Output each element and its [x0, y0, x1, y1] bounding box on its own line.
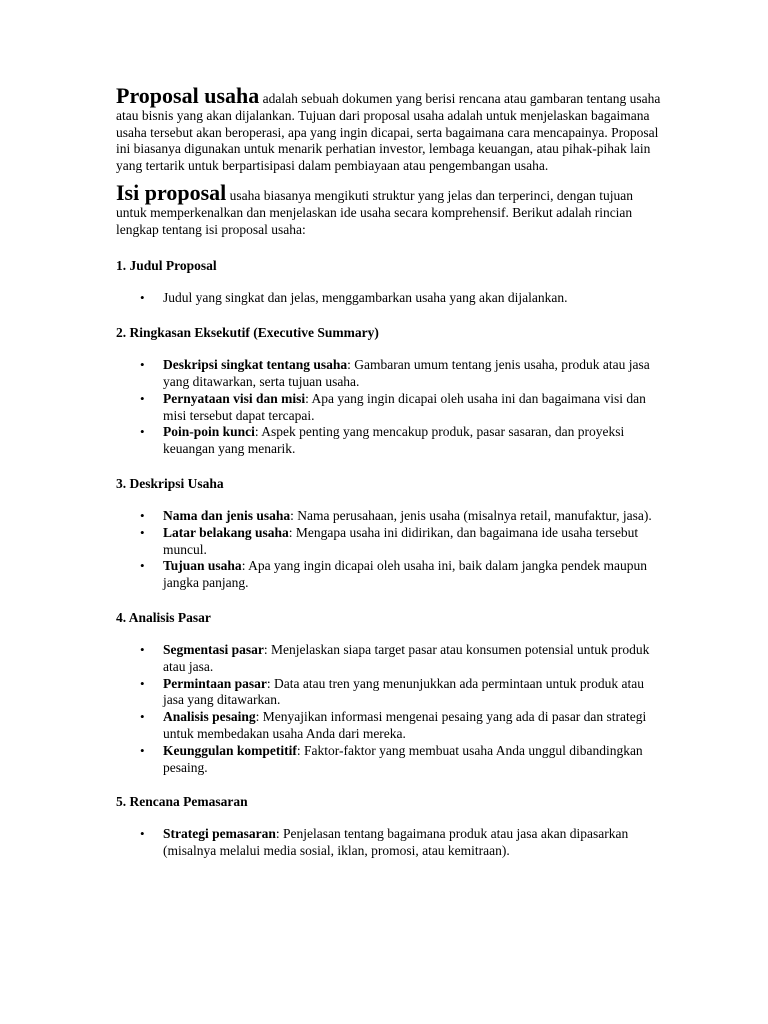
item-text: : Menjelaskan siapa target pasar atau konsumen potensial untuk produk atau jasa.	[163, 641, 650, 674]
item-text: Judul yang singkat dan jelas, menggambarkan usaha yang akan dijalankan.	[163, 290, 568, 306]
intro-paragraph-1	[116, 83, 661, 175]
section-title: 4. Analisis Pasar	[116, 609, 211, 625]
item-text: : Faktor-faktor yang membuat usaha Anda unggul dibandingkan pesaing.	[163, 742, 643, 775]
bullet-list	[116, 826, 661, 860]
bullet-list	[116, 357, 661, 458]
item-text: : Aspek penting yang mencakup produk, pasar sasaran, dan proyeksi keuangan yang menarik.	[163, 424, 625, 457]
section-title: 2. Ringkasan Eksekutif (Executive Summary)	[116, 325, 379, 341]
item-term: Strategi pemasaran	[163, 826, 276, 842]
list-item	[116, 676, 661, 710]
item-text: : Apa yang ingin dicapai oleh usaha ini dan bagaimana visi dan misi tersebut dapat tercapai.	[163, 390, 646, 423]
list-item	[116, 424, 661, 458]
list-item	[116, 357, 661, 391]
item-term: Permintaan pasar	[163, 675, 267, 691]
item-term: Deskripsi singkat tentang usaha	[163, 357, 348, 373]
list-item	[116, 391, 661, 425]
list-item	[116, 743, 661, 777]
document-page	[116, 83, 661, 860]
item-term: Nama dan jenis usaha	[163, 507, 291, 523]
bullet-list	[116, 508, 661, 592]
list-item	[116, 525, 661, 559]
item-text: : Mengapa usaha ini didirikan, dan bagaimana ide usaha tersebut muncul.	[163, 524, 639, 557]
item-term: Keunggulan kompetitif	[163, 742, 297, 758]
list-item	[116, 642, 661, 676]
section-title: 3. Deskripsi Usaha	[116, 475, 224, 491]
list-item	[116, 508, 661, 525]
bullet-list	[116, 290, 661, 307]
bullet-list	[116, 642, 661, 776]
item-text: : Nama perusahaan, jenis usaha (misalnya retail, manufaktur, jasa).	[290, 507, 652, 523]
item-term: Pernyataan visi dan misi	[163, 390, 306, 406]
list-item	[116, 290, 661, 307]
list-item	[116, 558, 661, 592]
item-text: : Apa yang ingin dicapai oleh usaha ini, baik dalam jangka pendek maupun jangka panjang.	[163, 558, 647, 591]
intro-text-1: adalah sebuah dokumen yang berisi rencana atau gambaran tentang usaha atau bisnis yang akan dijalankan. Tujuan dari proposal usaha adalah untuk menjelaskan bagaimana usaha tersebut akan beroperasi, apa yang ingin dicapai, serta bagaimana cara mencapainya. Proposal ini biasanya digunakan untuk menarik perhatian investor, lembaga keuangan, atau pihak-pihak lain yang tertarik untuk berpartisipasi dalam pembiayaan atau pengembangan usaha.	[116, 91, 661, 174]
item-term: Poin-poin kunci	[163, 424, 255, 440]
item-term: Latar belakang usaha	[163, 524, 289, 540]
list-item	[116, 709, 661, 743]
item-text: : Menyajikan informasi mengenai pesaing yang ada di pasar dan strategi untuk membedakan usaha Anda dari mereka.	[163, 709, 647, 741]
intro-heading-1: Proposal usaha	[116, 83, 260, 108]
list-item	[116, 826, 661, 860]
item-text: : Gambaran umum tentang jenis usaha, produk atau jasa yang ditawarkan, serta tujuan usaha.	[163, 357, 650, 389]
section-title: 5. Rencana Pemasaran	[116, 794, 248, 810]
intro-heading-2: Isi proposal	[116, 179, 227, 205]
item-text: : Data atau tren yang menunjukkan ada permintaan untuk produk atau jasa yang ditawarkan.	[163, 675, 644, 708]
item-term: Tujuan usaha	[163, 558, 242, 574]
item-text: : Penjelasan tentang bagaimana produk atau jasa akan dipasarkan (misalnya melalui media sosial, iklan, promosi, atau kemitraan).	[163, 826, 629, 859]
section-title: 1. Judul Proposal	[116, 258, 217, 274]
intro-text-2: usaha biasanya mengikuti struktur yang jelas dan terperinci, dengan tujuan untuk memperkenalkan dan menjelaskan ide usaha secara komprehensif. Berikut adalah rincian lengkap tentang isi proposal usaha:	[116, 187, 634, 237]
item-term: Segmentasi pasar	[163, 641, 264, 657]
intro-paragraph-2	[116, 179, 661, 238]
item-term: Analisis pesaing	[163, 709, 256, 725]
